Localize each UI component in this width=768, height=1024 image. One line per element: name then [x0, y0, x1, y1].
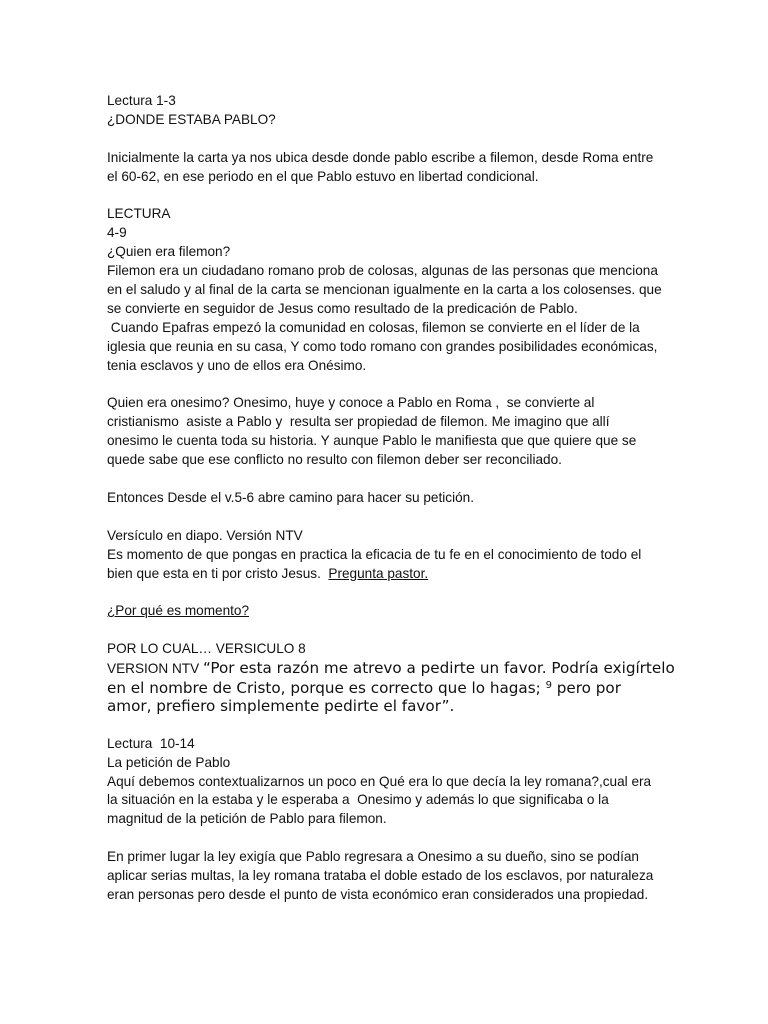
question-por-que-es-momento: ¿Por qué es momento?: [107, 603, 250, 619]
paragraph-line: Cuando Epafras empezó la comunidad en colosas, filemon se convierte en el líder de la: [107, 319, 640, 335]
spacer: [107, 716, 667, 735]
section-question-quien-era-filemon: ¿Quien era filemon?: [107, 244, 231, 260]
verse-label: Versículo en diapo. Versión NTV: [107, 527, 303, 543]
paragraph-line: en el saludo y al final de la carta se mencionan igualmente en la carta a los colosenses. que: [107, 282, 662, 298]
section-title-lectura-10-14: Lectura 10-14: [107, 735, 195, 751]
paragraph-line: En primer lugar la ley exigía que Pablo regresara a Onesimo a su dueño, sino se podían: [107, 849, 639, 865]
paragraph-line: cristianismo asiste a Pablo y resulta ser propiedad de filemon. Me imagino que allí: [107, 414, 610, 430]
paragraph-line: onesimo le cuenta toda su historia. Y aunque Pablo le manifiesta que que quiere que se: [107, 433, 637, 449]
section-range: 4-9: [107, 225, 127, 241]
spacer: [107, 508, 667, 527]
paragraph-line: aplicar serias multas, la ley romana trataba el doble estado de los esclavos, por naturaleza: [107, 868, 654, 884]
paragraph-line: Aquí debemos contextualizarnos un poco en Qué era lo que decía la ley romana?,cual era: [107, 773, 652, 789]
pregunta-pastor-link[interactable]: Pregunta pastor.: [328, 565, 429, 581]
quote-line: [107, 679, 667, 698]
spacer: [107, 130, 667, 149]
section-question-donde-estaba-pablo: ¿DONDE ESTABA PABLO?: [107, 111, 276, 127]
spacer: [107, 621, 667, 640]
paragraph-line: [107, 565, 667, 584]
paragraph-line: Entonces Desde el v.5-6 abre camino para hacer su petición.: [107, 489, 474, 505]
spacer: [107, 583, 667, 602]
paragraph-line: la situación en la estaba y le esperaba a Onesimo y además lo que significaba o la: [107, 792, 609, 808]
quote-line: [107, 659, 675, 679]
paragraph-line: Filemon era un ciudadano romano prob de colosas, algunas de las personas que menciona: [107, 263, 658, 279]
paragraph-line: eran personas pero desde el punto de vista económico eran considerados una propiedad.: [107, 886, 649, 902]
spacer: [107, 376, 667, 395]
quote-text: “Por esta razón me atrevo a pedirte un favor. Podría exigírtelo: [202, 659, 675, 678]
paragraph-line: quede sabe que ese conflicto no resulto con filemon deber ser reconciliado.: [107, 452, 562, 468]
paragraph-line: tenia esclavos y uno de ellos era Onésimo.: [107, 357, 367, 373]
paragraph-line: Es momento de que pongas en practica la eficacia de tu fe en el conocimiento de todo el: [107, 546, 642, 562]
paragraph-line: el 60-62, en ese periodo en el que Pablo estuvo en libertad condicional.: [107, 168, 539, 184]
paragraph-line: magnitud de la petición de Pablo para filemon.: [107, 811, 387, 827]
paragraph-line: iglesia que reunia en su casa, Y como todo romano con grandes posibilidades económicas,: [107, 338, 658, 354]
spacer: [107, 187, 667, 206]
spacer: [107, 829, 667, 848]
section-title-lectura-1-3: Lectura 1-3: [107, 93, 176, 108]
verse-text: bien que esta en ti por cristo Jesus.: [107, 565, 329, 581]
section-title-lectura: LECTURA: [107, 206, 171, 222]
paragraph-line: se convierte en seguidor de Jesus como resultado de la predicación de Pablo.: [107, 300, 578, 316]
spacer: [107, 470, 667, 489]
paragraph-line: Inicialmente la carta ya nos ubica desde donde pablo escribe a filemon, desde Roma entre: [107, 149, 654, 165]
section-heading-versiculo-8: POR LO CUAL… VERSICULO 8: [107, 641, 306, 657]
quote-text: pero por: [551, 678, 621, 697]
quote-line: amor, prefiero simplemente pedirte el favor”.: [107, 697, 455, 716]
paragraph-line: Quien era onesimo? Onesimo, huye y conoce a Pablo en Roma , se convierte al: [107, 395, 595, 411]
section-subtitle-peticion: La petición de Pablo: [107, 754, 231, 770]
version-label: VERSION NTV: [107, 661, 203, 677]
quote-text: en el nombre de Cristo, porque es correcto que lo hagas;: [107, 678, 546, 697]
document-page: [107, 92, 675, 905]
verse-number: 9: [545, 679, 552, 691]
